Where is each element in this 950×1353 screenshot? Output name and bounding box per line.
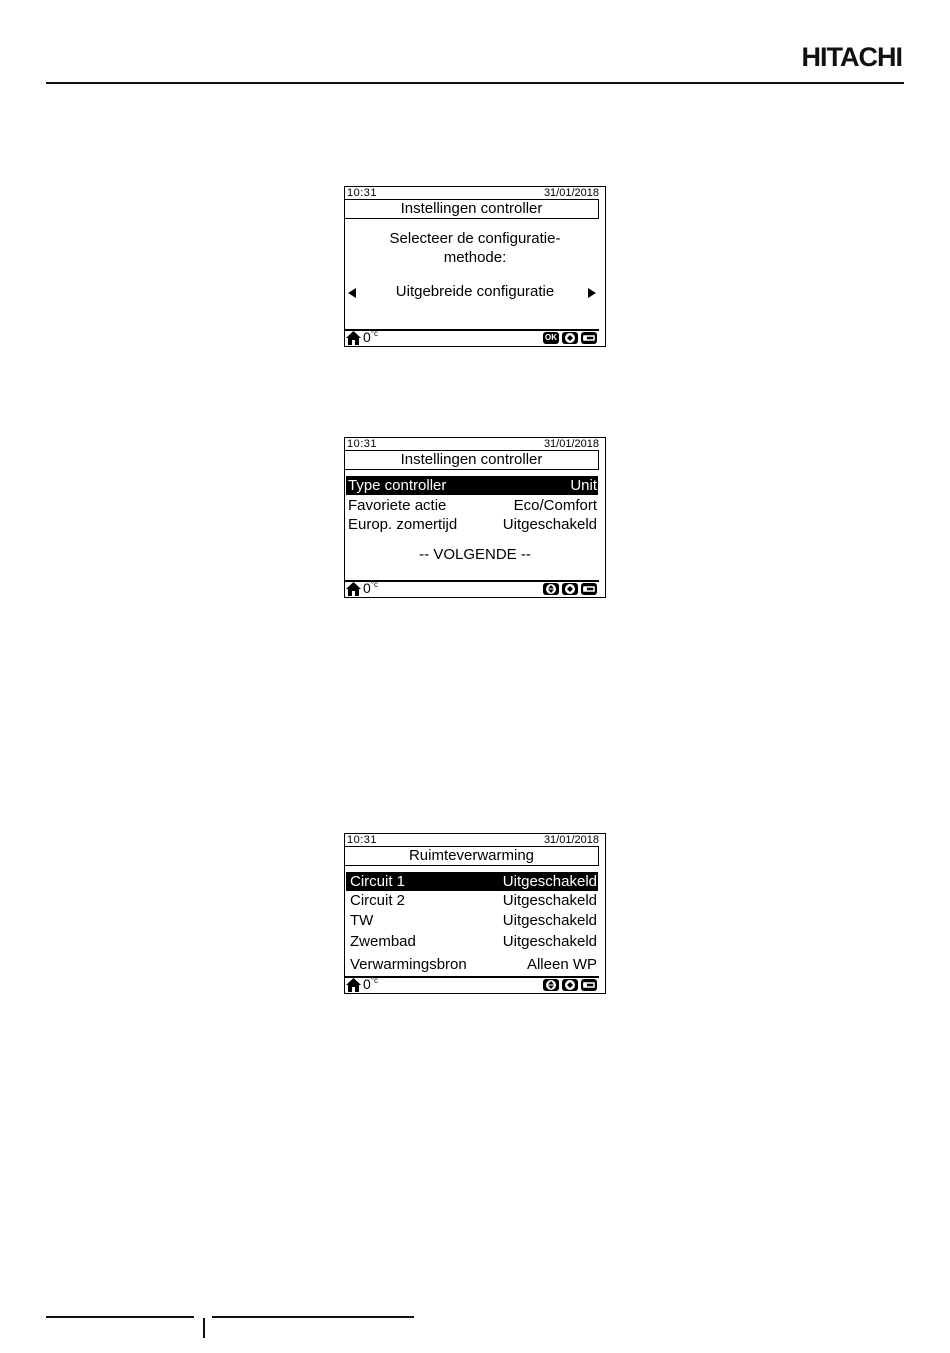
status-bar — [345, 580, 599, 597]
row-label: Circuit 2 — [350, 892, 406, 909]
next-page-link[interactable]: -- VOLGENDE -- — [419, 546, 531, 563]
row-value: Uitgeschakeld — [502, 516, 597, 533]
key-hints — [543, 332, 597, 344]
footer-separator — [203, 1318, 205, 1338]
row-value: Alleen WP — [526, 956, 597, 973]
screen-title: Instellingen controller — [345, 199, 599, 219]
row-value: Eco/Comfort — [513, 497, 597, 514]
status-header — [347, 438, 599, 450]
home-icon — [346, 331, 361, 345]
home-icon — [346, 582, 361, 596]
prompt-line-2: methode: — [443, 249, 507, 266]
clock-time: 10:31 — [347, 438, 378, 450]
menu-row-summer-time[interactable] — [346, 515, 598, 534]
clock-time: 10:31 — [347, 187, 378, 199]
temperature-readout — [363, 977, 378, 992]
clock-date: 31/01/2018 — [543, 187, 599, 199]
footer-divider-left — [46, 1316, 194, 1318]
screen-space-heating — [344, 833, 606, 994]
temperature-value: 0 — [363, 329, 371, 345]
menu-row-pool[interactable] — [346, 932, 598, 951]
home-icon — [346, 978, 361, 992]
key-hints — [543, 583, 597, 595]
row-value: Uitgeschakeld — [502, 912, 597, 929]
row-label: Verwarmingsbron — [350, 956, 467, 973]
row-value: Unit — [570, 477, 597, 494]
row-label: Zwembad — [350, 933, 416, 950]
left-right-icon[interactable] — [562, 332, 578, 344]
temperature-value: 0 — [363, 580, 371, 596]
screen-configuration-method — [344, 186, 606, 347]
screen-controller-settings — [344, 437, 606, 598]
temperature-unit: °c — [370, 580, 378, 589]
status-bar — [345, 976, 599, 993]
footer-divider-right — [212, 1316, 414, 1318]
left-right-icon[interactable] — [562, 979, 578, 991]
configuration-method-value[interactable]: Uitgebreide configuratie — [395, 283, 555, 300]
row-label: Europ. zomertijd — [348, 516, 458, 533]
up-down-icon[interactable] — [543, 583, 559, 595]
status-header — [347, 187, 599, 199]
left-right-icon[interactable] — [562, 583, 578, 595]
back-icon[interactable] — [581, 332, 597, 344]
menu-row-tw[interactable] — [346, 911, 598, 930]
back-icon[interactable] — [581, 979, 597, 991]
menu-row-heating-source[interactable] — [346, 955, 598, 974]
status-bar — [345, 329, 599, 346]
temperature-value: 0 — [363, 976, 371, 992]
up-down-icon[interactable] — [543, 979, 559, 991]
right-arrow-icon[interactable] — [588, 288, 596, 298]
row-value: Uitgeschakeld — [502, 933, 597, 950]
brand-logo: HITACHI — [801, 42, 902, 72]
clock-date: 31/01/2018 — [543, 834, 599, 846]
prompt-line-1: Selecteer de configuratie- — [389, 230, 561, 247]
row-label: Circuit 1 — [350, 873, 406, 890]
screen-title: Ruimteverwarming — [345, 846, 599, 866]
header-divider — [46, 82, 904, 84]
key-hints — [543, 979, 597, 991]
row-label: Favoriete actie — [348, 497, 447, 514]
menu-row-type-controller[interactable] — [346, 476, 598, 495]
menu-row-circuit-2[interactable] — [346, 891, 598, 910]
temperature-unit: °c — [370, 329, 378, 338]
screen-title: Instellingen controller — [345, 450, 599, 470]
menu-row-circuit-1[interactable] — [346, 872, 598, 891]
clock-time: 10:31 — [347, 834, 378, 846]
temperature-readout — [363, 330, 378, 345]
back-icon[interactable] — [581, 583, 597, 595]
row-label: Type controller — [348, 477, 447, 494]
ok-icon[interactable]: OK — [545, 333, 557, 342]
clock-date: 31/01/2018 — [543, 438, 599, 450]
menu-row-favorite-action[interactable] — [346, 496, 598, 515]
row-value: Uitgeschakeld — [502, 892, 597, 909]
row-label: TW — [350, 912, 374, 929]
temperature-readout — [363, 581, 378, 596]
temperature-unit: °c — [370, 976, 378, 985]
row-value: Uitgeschakeld — [502, 873, 597, 890]
status-header — [347, 834, 599, 846]
